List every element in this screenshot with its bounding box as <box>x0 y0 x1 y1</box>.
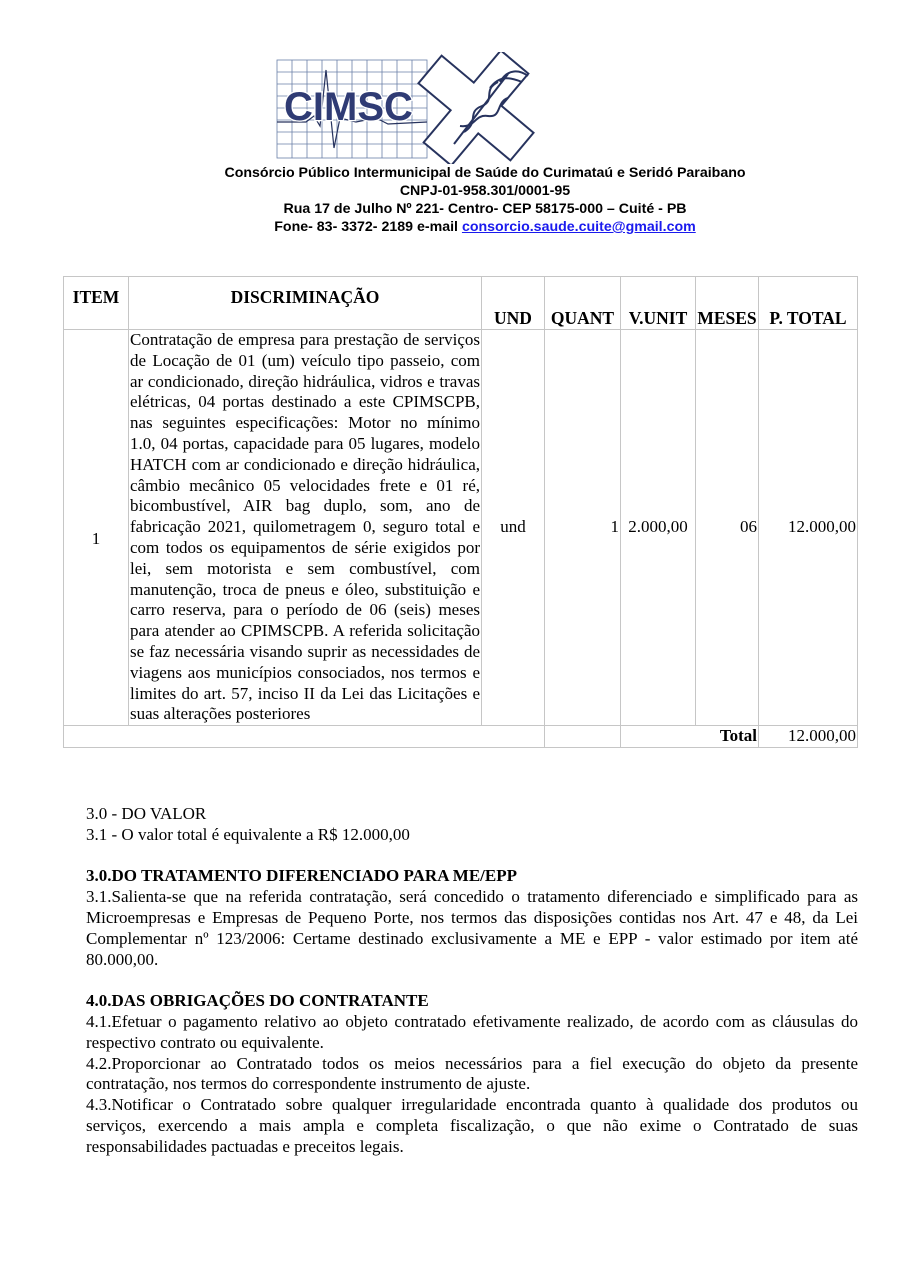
org-name: Consórcio Público Intermunicipal de Saúde do Curimataú e Seridó Paraibano <box>224 165 746 181</box>
cell-meses: 06 <box>696 330 759 726</box>
letterhead <box>0 164 900 236</box>
org-cnpj: CNPJ-01-958.301/0001-95 <box>399 183 571 199</box>
header-vunit: V.UNIT <box>621 277 696 330</box>
cell-ptotal: 12.000,00 <box>759 330 858 726</box>
header-discriminacao: DISCRIMINAÇÃO <box>129 277 482 330</box>
total-label: Total <box>621 726 759 748</box>
phone-label: Fone- 83- 3372- 2189 e-mail <box>274 219 458 235</box>
total-spacer-quant <box>545 726 621 748</box>
header-meses: MESES <box>696 277 759 330</box>
org-address: Rua 17 de Julho Nº 221- Centro- CEP 58175-000 – Cuité - PB <box>283 201 687 217</box>
section-valor-text: 3.1 - O valor total é equivalente a R$ 12.000,00 <box>86 824 410 844</box>
total-spacer <box>64 726 545 748</box>
obrigacao-4-3: 4.3.Notificar o Contratado sobre qualquer irregularidade encontrada quanto à qualidade dos produtos ou serviços, exercendo a mais ampla e completa fiscalização, o que não exime o Contratado de suas responsabilidades pactuadas e preceitos legais. <box>86 1095 858 1156</box>
cell-item: 1 <box>64 330 129 726</box>
document-body <box>86 804 858 1158</box>
header-ptotal: P. TOTAL <box>759 277 858 330</box>
section-me-text: 3.1.Salienta-se que na referida contratação, será concedido o tratamento diferenciado e simplificado para as Microempresas e Empresas de Pequeno Porte, nos termos das disposições contidas nos Art. 47 e 48, da Lei Complementar nº 123/2006: Certame destinado exclusivamente a ME e EPP - valor estimado por item até 80.000,00. <box>86 887 858 969</box>
header-und: UND <box>482 277 545 330</box>
section-obrigacoes-title: 4.0.DAS OBRIGAÇÕES DO CONTRATANTE <box>86 991 429 1011</box>
table-total-row <box>64 726 858 748</box>
total-value: 12.000,00 <box>759 726 858 748</box>
email-link[interactable]: consorcio.saude.cuite@gmail.com <box>461 219 696 235</box>
logo-graphic <box>276 52 546 164</box>
obrigacao-4-1: 4.1.Efetuar o pagamento relativo ao objeto contratado efetivamente realizado, de acordo com as cláusulas do respectivo contrato ou equivalente. <box>86 1011 858 1052</box>
table-header-row <box>64 277 858 330</box>
cell-vunit: 2.000,00 <box>621 330 696 726</box>
header-quant: QUANT <box>545 277 621 330</box>
items-table <box>63 276 858 748</box>
cell-und: und <box>482 330 545 726</box>
cell-description: Contratação de empresa para prestação de serviços de Locação de 01 (um) veículo tipo passeio, com ar condicionado, direção hidráulica, vidros e travas elétricas, 04 portas destinado a este CPIMSCPB, nas seguintes especificações: Motor no mínimo 1.0, 04 portas, capacidade para 05 lugares, modelo HATCH com ar condicionado e direção hidráulica, câmbio mecânico 05 velocidades frete e 01 ré, bicombustível, AIR bag duplo, som, ano de fabricação 2021, quilometragem 0, seguro total e com todos os equipamentos de série exigidos por lei, sem motorista e sem combustível, com manutenção, troca de pneus e óleo, substituição e carro reserva, para o período de 06 (seis) meses para atender ao CPIMSCPB. A referida solicitação se faz necessária visando suprir as necessidades de viagens aos municípios consociados, nos termos e limites do art. 57, inciso II da Lei das Licitações e suas alterações posteriores <box>129 330 482 726</box>
obrigacao-4-2: 4.2.Proporcionar ao Contratado todos os meios necessários para a fiel execução do objeto da presente contratação, nos termos do correspondente instrumento de ajuste. <box>86 1053 858 1094</box>
header-item: ITEM <box>64 277 129 330</box>
table-row <box>64 330 858 726</box>
section-valor-title: 3.0 - DO VALOR <box>86 804 207 823</box>
cimsc-logo <box>276 52 546 164</box>
logo-wordmark: CIMSC <box>284 85 413 129</box>
cell-quant: 1 <box>545 330 621 726</box>
org-contact <box>0 218 900 236</box>
section-me-title: 3.0.DO TRATAMENTO DIFERENCIADO PARA ME/EPP <box>86 866 518 886</box>
